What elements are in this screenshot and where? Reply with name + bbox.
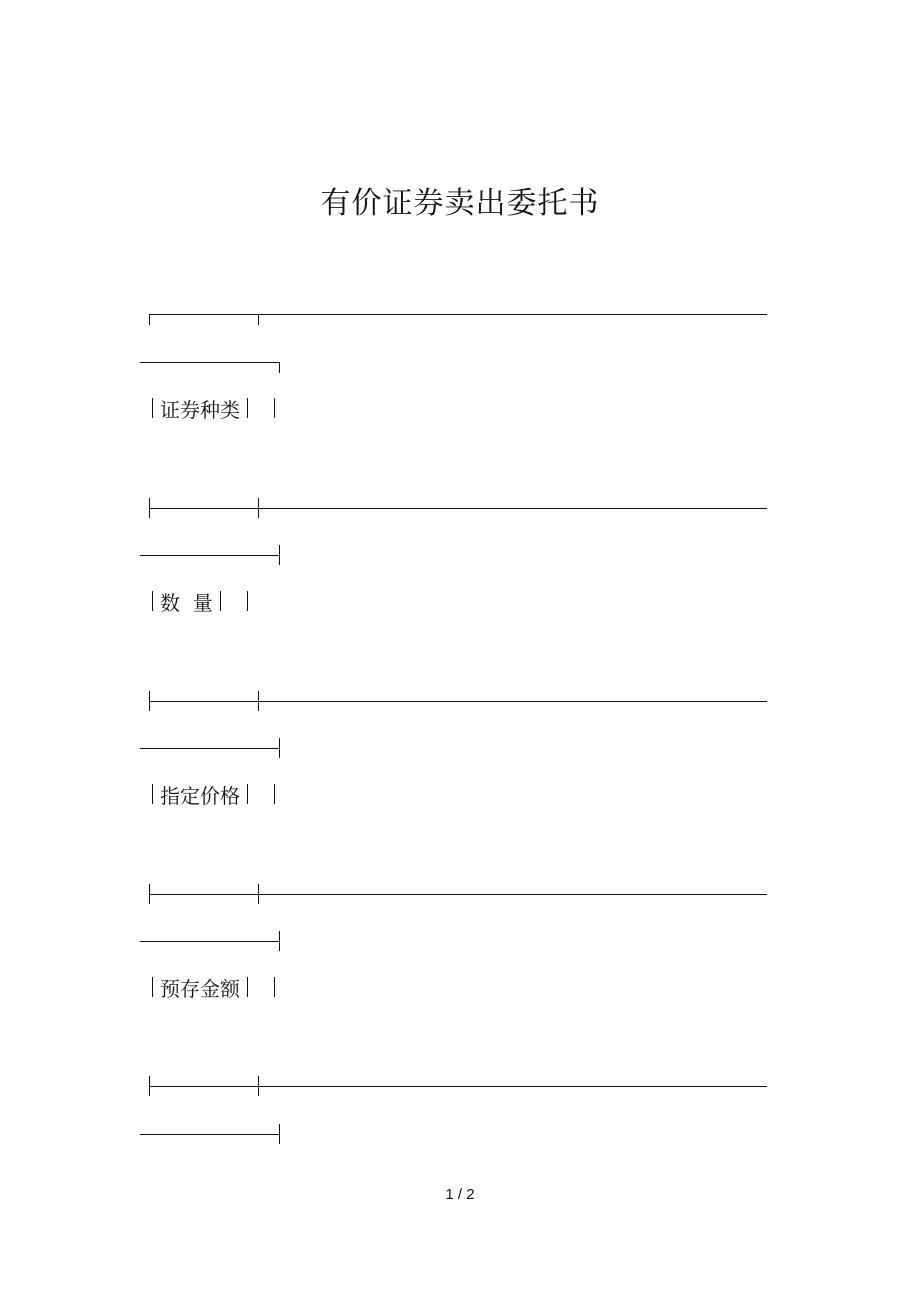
row-label: 指定价格 bbox=[160, 783, 240, 808]
cell-border bbox=[247, 977, 248, 997]
form-row-quantity bbox=[152, 586, 248, 616]
form-row-deposit-amount bbox=[152, 972, 275, 1002]
cell-border bbox=[152, 398, 153, 418]
cell-border bbox=[247, 784, 248, 804]
cell-border bbox=[274, 398, 275, 418]
form-row-securities-type bbox=[152, 393, 275, 423]
form-row-specified-price bbox=[152, 779, 275, 809]
cell-border bbox=[247, 398, 248, 418]
cell-border bbox=[274, 784, 275, 804]
cell-border bbox=[152, 591, 153, 611]
document-title: 有价证券卖出委托书 bbox=[320, 186, 600, 221]
page-number: 1 / 2 bbox=[445, 1186, 475, 1203]
row-label: 预存金额 bbox=[160, 976, 240, 1001]
row-label: 证券种类 bbox=[160, 397, 240, 422]
cell-border bbox=[152, 977, 153, 997]
cell-border bbox=[274, 977, 275, 997]
row-label: 数 量 bbox=[160, 590, 213, 615]
cell-border bbox=[220, 591, 221, 611]
cell-border bbox=[152, 784, 153, 804]
cell-border bbox=[247, 591, 248, 611]
